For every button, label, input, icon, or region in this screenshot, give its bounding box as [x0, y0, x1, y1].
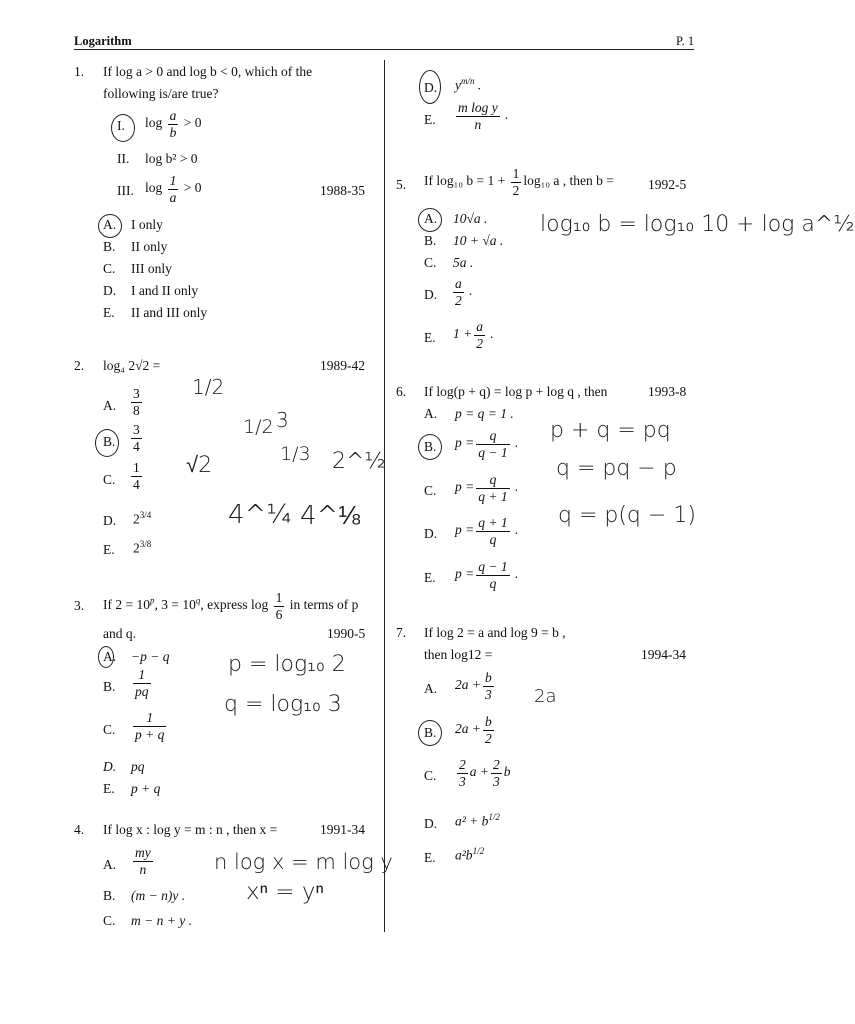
q6-option-b-letter: B. — [424, 439, 437, 454]
q7-c-d1: 3 — [459, 773, 466, 789]
q4-number: 4. — [74, 822, 85, 837]
q3-code: 1990-5 — [327, 626, 366, 641]
q3-stem-p: p — [149, 595, 155, 606]
q4-option-d: $y^{m/n}$ . — [455, 76, 482, 93]
q7-c-mid: a + — [469, 764, 489, 780]
q3-b-num: 1 — [133, 667, 151, 684]
q1-stmt3-rel: > 0 — [183, 180, 202, 196]
q1-option-e: II and III only — [131, 305, 208, 320]
q3-option-a-letter: A. — [103, 649, 117, 664]
q1-stmt1-log: log — [145, 115, 163, 131]
q1-stmt3-num: 1 — [169, 173, 177, 188]
q4-option-b-letter: B. — [103, 888, 116, 903]
q7-stem-line2: then log12 = — [424, 647, 493, 662]
q2-answer-circle-mark — [95, 429, 119, 457]
q6-handwriting-line1: p + q = pq — [550, 418, 671, 443]
q7-b-pre: 2a + — [455, 721, 481, 737]
q3-handwriting-q: q = log₁₀ 3 — [224, 692, 342, 717]
q7-option-e-letter: E. — [424, 850, 436, 865]
q3-number: 3. — [74, 598, 85, 613]
q6-d-den: q — [489, 531, 497, 547]
q3-answer-circle-mark — [98, 646, 117, 668]
q7-option-b-letter: B. — [424, 725, 437, 740]
q7-option-c-letter: C. — [424, 768, 437, 783]
q6-option-b: p = $\frac{q}{q - 1}$ . — [455, 428, 519, 460]
q6-c-num: q — [476, 472, 509, 489]
q5-option-c: 5a . — [453, 255, 474, 270]
q3-stem-mid: , 3 = 10 — [154, 597, 196, 613]
q5-frac-num: 1 — [512, 166, 520, 181]
q3-option-d-letter: D. — [103, 759, 117, 774]
header-rule — [74, 49, 694, 50]
q3-c-den: p + q — [135, 726, 165, 742]
q7-option-c — [455, 757, 511, 789]
q4-option-a-letter: A. — [103, 857, 117, 872]
q3-option-c-letter: C. — [103, 722, 116, 737]
q2-a-den: 8 — [133, 402, 140, 418]
q1-option-c-letter: C. — [103, 261, 116, 276]
q2-b-den: 4 — [133, 438, 140, 454]
q1-stmt1-label: I. — [117, 118, 125, 133]
q1-stem-line2: following is/are true? — [103, 86, 219, 101]
q7-d-exp: 1/2 — [488, 812, 500, 822]
q1-stmt1-fraction — [168, 108, 179, 140]
q5-option-d-letter: D. — [424, 287, 438, 302]
q2-code: 1989-42 — [320, 358, 365, 373]
q3-stem-end: in terms of p — [289, 597, 359, 613]
q3-option-c — [131, 710, 168, 742]
q3-stem-post: , express log — [200, 597, 269, 613]
q3-option-d: pq — [131, 759, 145, 774]
q5-option-e: 1 + $\frac{a}{2}$ . — [453, 319, 494, 351]
q2-option-a-letter: A. — [103, 398, 117, 413]
q6-option-a: p = q = 1 . — [455, 406, 514, 421]
q4-handwriting-line2: xⁿ = yⁿ — [246, 879, 324, 905]
q7-c-n1: 2 — [459, 757, 466, 772]
q1-stem-line1: If log a > 0 and log b < 0, which of the — [103, 64, 313, 79]
q6-c-den: q + 1 — [478, 488, 508, 504]
q6-c-p-eq: p = — [455, 479, 475, 495]
q5-e-den: 2 — [476, 335, 483, 351]
q7-e-base: a²b — [455, 847, 473, 863]
q1-option-c: III only — [131, 261, 172, 276]
q4-option-e-letter: E. — [424, 112, 436, 127]
q6-b-num: q — [476, 428, 509, 445]
q6-number: 6. — [396, 384, 407, 399]
q2-option-c-letter: C. — [103, 472, 116, 487]
q2-e-base: 2 — [133, 540, 140, 556]
q1-stmt3-log: log — [145, 180, 163, 196]
q5-answer-circle-mark — [418, 208, 442, 232]
q5-option-b-letter: B. — [424, 233, 437, 248]
q3-b-den: pq — [135, 683, 149, 699]
q6-stem: If log(p + q) = log p + log q , then — [424, 384, 608, 399]
q4-e-den: n — [474, 116, 482, 132]
q3-option-a: −p − q — [131, 649, 170, 664]
q6-b-p-eq: p = — [455, 435, 475, 451]
q4-handwriting-line1: n log x = m log y — [214, 850, 393, 874]
q2-a-num: 3 — [133, 386, 140, 401]
q7-b-den: 2 — [485, 730, 492, 746]
q7-b-num: b — [485, 714, 492, 729]
q7-answer-circle-mark — [418, 720, 442, 746]
q5-number: 5. — [396, 177, 407, 192]
q3-stem-q: q — [195, 595, 201, 606]
q7-a-den: 3 — [485, 686, 492, 702]
q5-stem-post: log₁₀ a , then b = — [523, 173, 614, 189]
q6-option-e: p = $\frac{q - 1}{q}$ . — [455, 559, 519, 591]
q7-c-d2: 3 — [493, 773, 500, 789]
q1-option-a-letter: A. — [103, 217, 117, 232]
q6-option-c: p = $\frac{q}{q + 1}$ . — [455, 472, 519, 504]
q5-stem — [424, 166, 614, 198]
q4-option-c: m − n + y . — [131, 913, 192, 928]
q2-d-base: 2 — [133, 511, 140, 527]
q1-stmt3 — [145, 173, 202, 205]
q4-option-e: $\frac{\text{m log y}}{n}$ . — [458, 100, 509, 132]
q1-stmt1 — [145, 108, 202, 140]
q2-stem: log₄ 2√2 = — [103, 358, 161, 373]
q3-frac-den: 6 — [275, 606, 283, 622]
q6-e-p-eq: p = — [455, 566, 475, 582]
q1-stmt1-rel: > 0 — [183, 115, 202, 131]
q3-stem — [103, 590, 358, 622]
q5-e-num: a — [476, 319, 483, 334]
q4-stem: If log x : log y = m : n , then x = — [103, 822, 278, 837]
q2-handwriting-four-a: 4^¼ — [228, 500, 292, 530]
q5-option-b: 10 + √a . — [453, 233, 504, 248]
q4-code: 1991-34 — [320, 822, 365, 837]
q6-e-num: q − 1 — [478, 559, 508, 574]
q3-option-e: p + q — [131, 781, 161, 796]
q5-option-d: $\frac{a}{2}$ . — [455, 276, 473, 308]
q7-option-d — [455, 812, 500, 830]
q7-c-end: b — [503, 764, 511, 780]
q6-b-den: q − 1 — [478, 444, 508, 460]
q4-d-base: y — [455, 77, 461, 93]
q7-e-exp: 1/2 — [472, 846, 485, 856]
q2-option-b — [129, 422, 144, 454]
q4-option-c-letter: C. — [103, 913, 116, 928]
q3-option-e-letter: E. — [103, 781, 115, 796]
q5-d-num: a — [455, 276, 462, 291]
q6-option-d: p = $\frac{q + 1}{q}$ . — [455, 515, 519, 547]
q4-answer-circle-mark — [419, 70, 441, 104]
q1-stmt2-label: II. — [117, 151, 130, 166]
q3-option-b-letter: B. — [103, 679, 116, 694]
q2-handwriting-a: 1/2 — [243, 416, 274, 438]
q3-frac-num: 1 — [275, 590, 283, 605]
q2-option-e — [133, 539, 151, 557]
q6-handwriting-line2: q = pq − p — [556, 456, 677, 481]
q7-handwriting: 2a — [534, 686, 557, 707]
page-number: P. 1 — [676, 34, 695, 48]
q4-option-d-letter: D. — [424, 80, 438, 95]
q5-d-den: 2 — [455, 292, 462, 308]
q2-option-e-letter: E. — [103, 542, 115, 557]
q6-option-e-letter: E. — [424, 570, 436, 585]
q2-handwriting-b: 3 — [276, 408, 289, 432]
q5-handwriting: log₁₀ b = log₁₀ 10 + log a^½ — [540, 212, 855, 237]
q1-option-b-letter: B. — [103, 239, 116, 254]
q6-option-d-letter: D. — [424, 526, 438, 541]
q1-stmt3-label: III. — [117, 183, 134, 198]
q7-c-n2: 2 — [493, 757, 500, 772]
q5-code: 1992-5 — [648, 177, 687, 192]
q2-c-num: 1 — [133, 460, 140, 475]
q5-stem-pre: If log₁₀ b = 1 + — [424, 173, 506, 189]
q1-stmt1-circle-mark — [111, 114, 135, 142]
q7-stem: If log 2 = a and log 9 = b , — [424, 625, 566, 640]
q6-code: 1993-8 — [648, 384, 687, 399]
q7-number: 7. — [396, 625, 407, 640]
q2-option-a — [129, 386, 144, 418]
q2-number: 2. — [74, 358, 85, 373]
q2-option-d — [133, 510, 151, 528]
q6-option-c-letter: C. — [424, 483, 437, 498]
q7-option-b — [455, 714, 496, 746]
q5-option-c-letter: C. — [424, 255, 437, 270]
q4-e-num: m log y — [458, 100, 498, 115]
q1-stmt3-fraction — [168, 173, 179, 205]
q5-frac-den: 2 — [512, 182, 520, 198]
q2-option-d-letter: D. — [103, 513, 117, 528]
q6-option-a-letter: A. — [424, 406, 438, 421]
q2-c-den: 4 — [133, 476, 140, 492]
q5-e-pre: 1 + — [453, 326, 473, 342]
document-title: Logarithm — [74, 34, 132, 48]
q1-code: 1988-35 — [320, 183, 365, 198]
q2-handwriting-half: 1/2 — [192, 375, 225, 399]
q7-d-base: a² + b — [455, 813, 489, 829]
q2-handwriting-root2: √2 — [186, 453, 213, 478]
q3-handwriting-p: p = log₁₀ 2 — [228, 652, 346, 677]
q7-option-a-letter: A. — [424, 681, 438, 696]
q1-answer-circle-mark — [98, 214, 122, 238]
q4-option-b: (m − n)y . — [131, 888, 186, 903]
column-divider — [384, 60, 385, 932]
q2-handwriting-four-b: 4^⅛ — [300, 501, 361, 531]
q4-a-num: my — [135, 845, 151, 860]
q2-option-b-letter: B. — [103, 434, 116, 449]
q2-b-num: 3 — [133, 422, 140, 437]
q7-option-e — [455, 846, 484, 864]
q2-handwriting-c: 1/3 — [280, 443, 311, 465]
q5-option-a: 10√a . — [453, 211, 488, 226]
q1-option-b: II only — [131, 239, 168, 254]
q7-option-d-letter: D. — [424, 816, 438, 831]
q6-d-num: q + 1 — [478, 515, 508, 530]
q5-option-a-letter: A. — [424, 211, 438, 226]
q7-a-pre: 2a + — [455, 677, 481, 693]
q4-option-a — [131, 845, 155, 877]
q3-stem-line2: and q. — [103, 626, 136, 641]
q2-d-exp: 3/4 — [139, 510, 152, 520]
q1-stmt3-den: a — [169, 189, 177, 205]
q1-number: 1. — [74, 64, 85, 79]
q2-e-exp: 3/8 — [139, 539, 152, 549]
q6-e-den: q — [489, 575, 497, 591]
q2-handwriting-pow: 2^½ — [332, 449, 386, 474]
q1-option-d-letter: D. — [103, 283, 117, 298]
q7-a-num: b — [485, 670, 492, 685]
q1-option-a: I only — [131, 217, 163, 232]
q5-option-e-letter: E. — [424, 330, 436, 345]
q3-stem-pre: If 2 = 10 — [103, 597, 150, 613]
q1-option-e-letter: E. — [103, 305, 115, 320]
q1-stmt2: log b² > 0 — [145, 151, 198, 166]
q1-stmt1-num: a — [169, 108, 177, 123]
q6-answer-circle-mark — [418, 434, 442, 460]
q1-stmt1-den: b — [169, 124, 177, 140]
q1-option-d: I and II only — [131, 283, 199, 298]
q4-a-den: n — [139, 861, 147, 877]
q4-d-exp: m/n — [461, 76, 475, 86]
q6-handwriting-line3: q = p(q − 1) — [558, 503, 696, 528]
q2-option-c — [129, 460, 144, 492]
q7-option-a — [455, 670, 496, 702]
q7-code: 1994-34 — [641, 647, 686, 662]
q3-option-b — [131, 667, 153, 699]
q3-c-num: 1 — [133, 710, 166, 727]
q6-d-p-eq: p = — [455, 522, 475, 538]
